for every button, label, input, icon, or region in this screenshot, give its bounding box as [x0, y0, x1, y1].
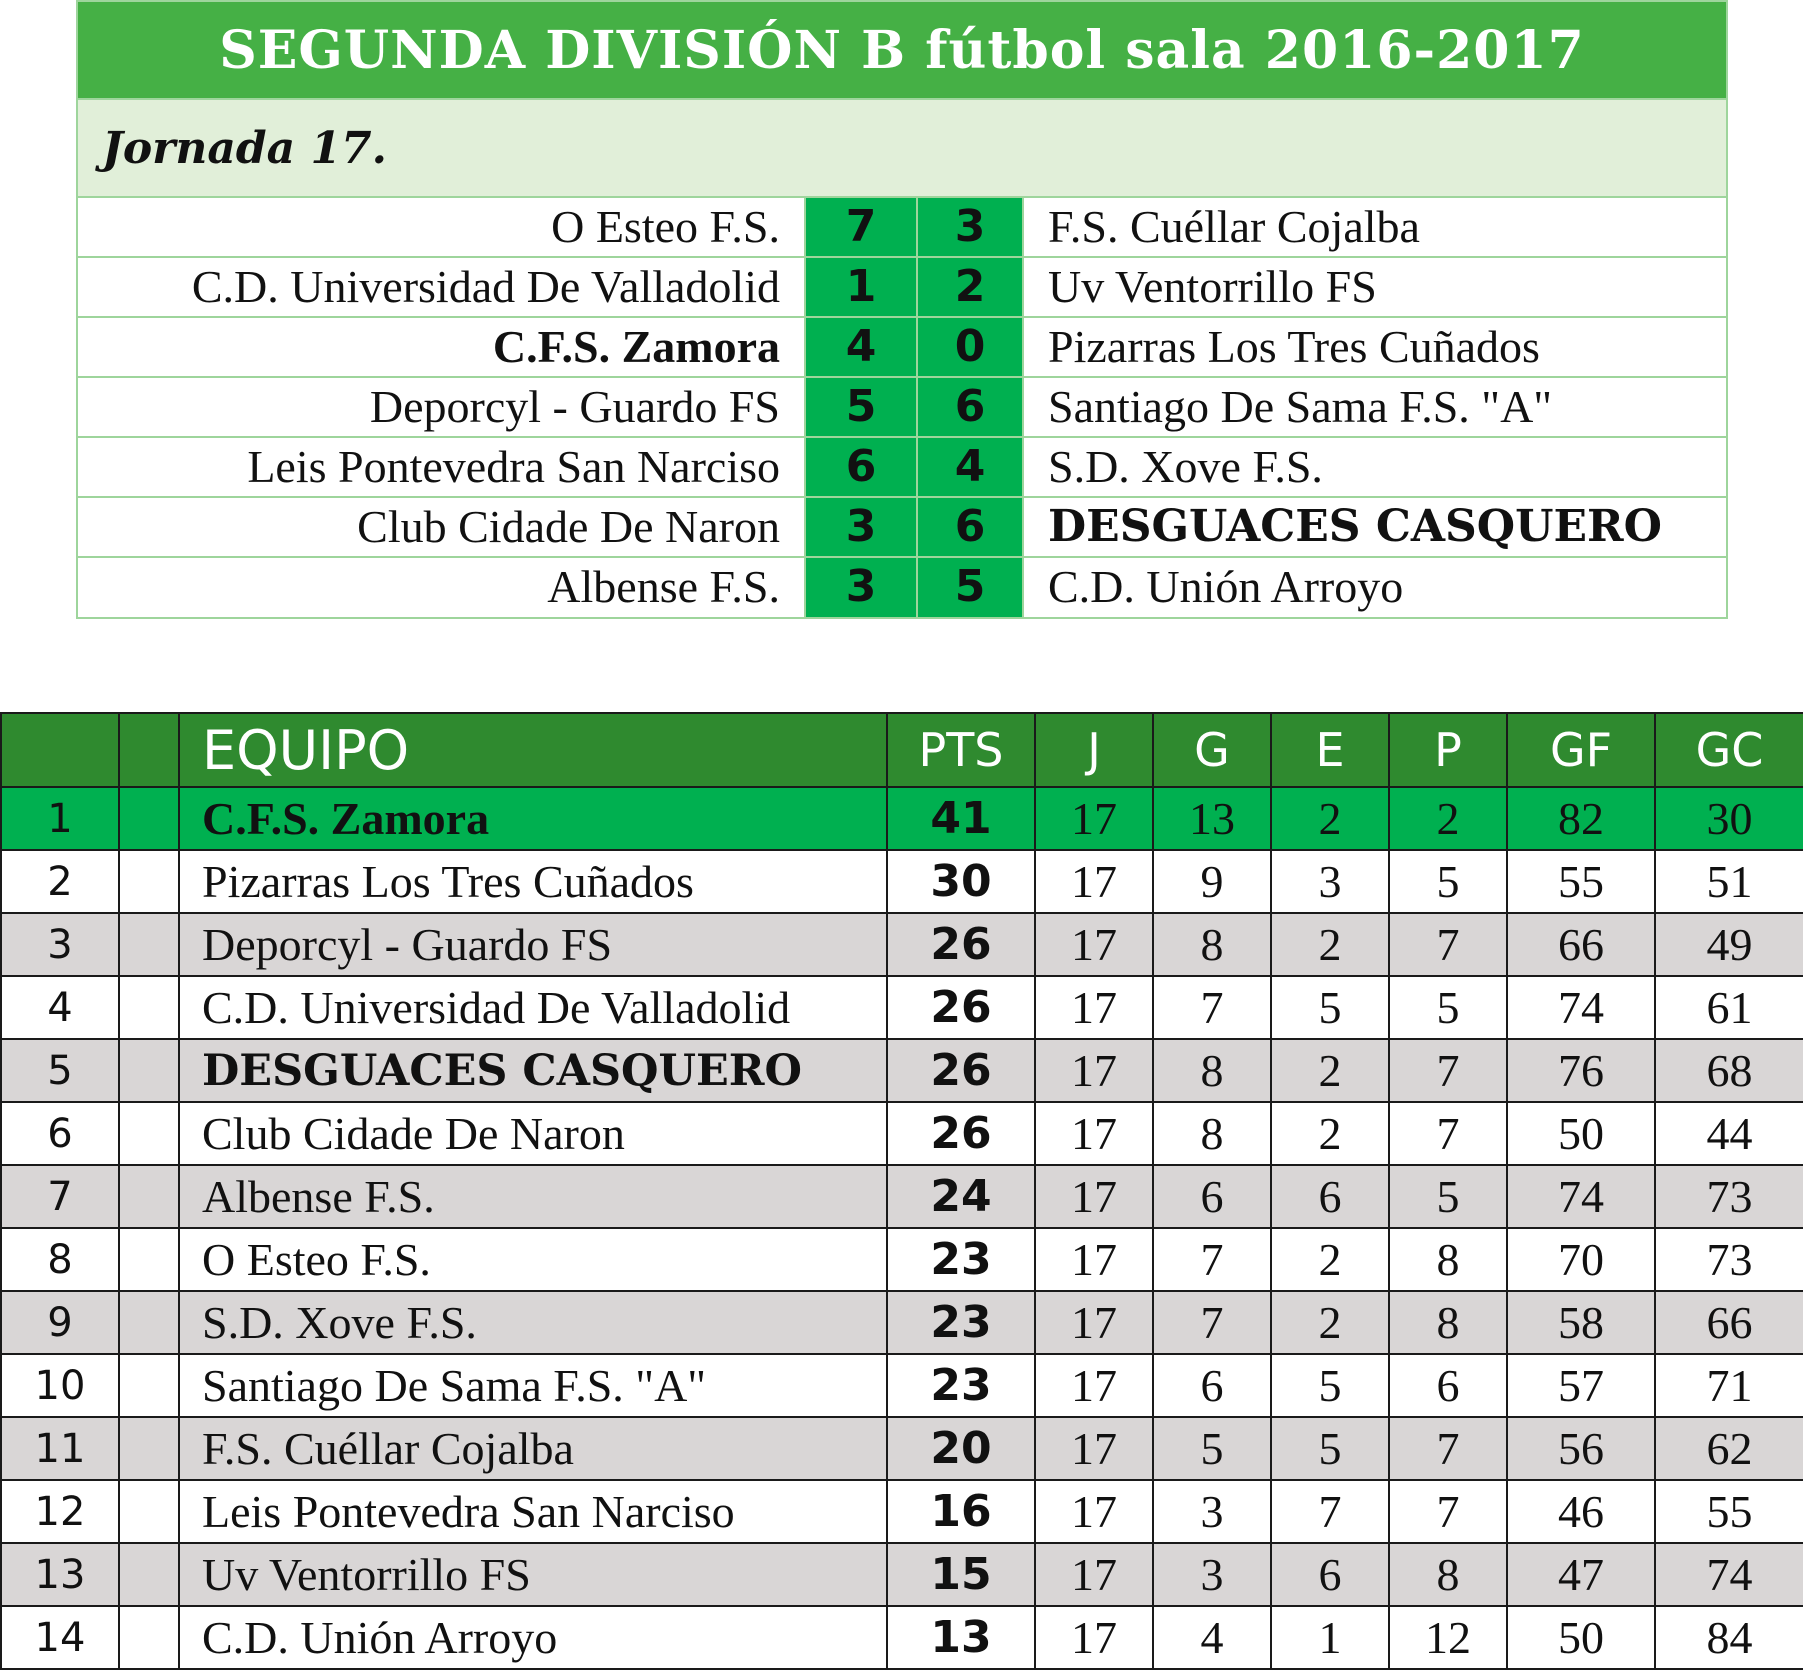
lost: 6	[1389, 1354, 1507, 1417]
header-mark	[119, 713, 179, 787]
goals-for: 76	[1507, 1039, 1655, 1102]
team-name: Pizarras Los Tres Cuñados	[179, 850, 887, 913]
table-row	[1, 1291, 1803, 1354]
position: 3	[1, 913, 119, 976]
home-team: O Esteo F.S.	[551, 201, 780, 252]
team-name: Leis Pontevedra San Narciso	[179, 1480, 887, 1543]
team-name: C.D. Unión Arroyo	[179, 1606, 887, 1669]
points: 26	[887, 1102, 1035, 1165]
lost: 12	[1389, 1606, 1507, 1669]
played: 17	[1035, 1291, 1153, 1354]
away-team: C.D. Unión Arroyo	[1022, 558, 1726, 617]
position: 9	[1, 1291, 119, 1354]
position: 4	[1, 976, 119, 1039]
table-row	[1, 1606, 1803, 1669]
points: 30	[887, 850, 1035, 913]
position: 7	[1, 1165, 119, 1228]
team-name: C.D. Universidad De Valladolid	[179, 976, 887, 1039]
played: 17	[1035, 850, 1153, 913]
drawn: 2	[1271, 787, 1389, 850]
round-label: Jornada 17.	[78, 98, 1726, 198]
won: 3	[1153, 1543, 1271, 1606]
away-team: Uv Ventorrillo FS	[1022, 258, 1726, 316]
team-name: Uv Ventorrillo FS	[179, 1543, 887, 1606]
position: 5	[1, 1039, 119, 1102]
drawn: 2	[1271, 913, 1389, 976]
team-name: Deporcyl - Guardo FS	[179, 913, 887, 976]
row-mark	[119, 1606, 179, 1669]
won: 8	[1153, 1039, 1271, 1102]
home-goals: 3	[804, 558, 916, 617]
points: 20	[887, 1417, 1035, 1480]
goals-for: 56	[1507, 1417, 1655, 1480]
home-goals: 1	[804, 258, 916, 316]
lost: 5	[1389, 1165, 1507, 1228]
played: 17	[1035, 913, 1153, 976]
lost: 7	[1389, 1039, 1507, 1102]
goals-for: 50	[1507, 1102, 1655, 1165]
drawn: 2	[1271, 1291, 1389, 1354]
played: 17	[1035, 1165, 1153, 1228]
won: 3	[1153, 1480, 1271, 1543]
row-mark	[119, 1039, 179, 1102]
drawn: 6	[1271, 1165, 1389, 1228]
match-row	[78, 498, 1726, 558]
table-row	[1, 1480, 1803, 1543]
goals-against: 73	[1655, 1228, 1803, 1291]
position: 8	[1, 1228, 119, 1291]
header-team: EQUIPO	[179, 713, 887, 787]
results-title: SEGUNDA DIVISIÓN B fútbol sala 2016-2017	[78, 2, 1726, 98]
points: 13	[887, 1606, 1035, 1669]
goals-against: 30	[1655, 787, 1803, 850]
match-row	[78, 438, 1726, 498]
table-row	[1, 787, 1803, 850]
played: 17	[1035, 976, 1153, 1039]
row-mark	[119, 1543, 179, 1606]
away-team: F.S. Cuéllar Cojalba	[1022, 198, 1726, 256]
goals-against: 62	[1655, 1417, 1803, 1480]
position: 10	[1, 1354, 119, 1417]
played: 17	[1035, 1543, 1153, 1606]
points: 23	[887, 1354, 1035, 1417]
team-name: C.F.S. Zamora	[179, 787, 887, 850]
won: 7	[1153, 1291, 1271, 1354]
drawn: 5	[1271, 1354, 1389, 1417]
lost: 8	[1389, 1228, 1507, 1291]
home-team: Deporcyl - Guardo FS	[369, 381, 780, 432]
lost: 8	[1389, 1543, 1507, 1606]
drawn: 5	[1271, 1417, 1389, 1480]
table-row	[1, 976, 1803, 1039]
drawn: 2	[1271, 1039, 1389, 1102]
won: 7	[1153, 976, 1271, 1039]
team-name: O Esteo F.S.	[179, 1228, 887, 1291]
standings-header	[1, 713, 1803, 787]
away-team: Pizarras Los Tres Cuñados	[1022, 318, 1726, 376]
position: 12	[1, 1480, 119, 1543]
match-row	[78, 318, 1726, 378]
position: 1	[1, 787, 119, 850]
row-mark	[119, 1417, 179, 1480]
played: 17	[1035, 1417, 1153, 1480]
won: 9	[1153, 850, 1271, 913]
home-team: Leis Pontevedra San Narciso	[247, 441, 780, 492]
away-goals: 3	[916, 198, 1022, 256]
goals-for: 66	[1507, 913, 1655, 976]
goals-for: 58	[1507, 1291, 1655, 1354]
points: 24	[887, 1165, 1035, 1228]
header-drawn: E	[1271, 713, 1389, 787]
header-lost: P	[1389, 713, 1507, 787]
played: 17	[1035, 1102, 1153, 1165]
home-team: C.D. Universidad De Valladolid	[191, 261, 780, 312]
away-team: S.D. Xove F.S.	[1022, 438, 1726, 496]
row-mark	[119, 1480, 179, 1543]
home-goals: 3	[804, 498, 916, 556]
away-goals: 2	[916, 258, 1022, 316]
played: 17	[1035, 1354, 1153, 1417]
points: 26	[887, 913, 1035, 976]
home-goals: 5	[804, 378, 916, 436]
home-team: Club Cidade De Naron	[357, 501, 780, 552]
goals-for: 70	[1507, 1228, 1655, 1291]
won: 6	[1153, 1165, 1271, 1228]
goals-against: 55	[1655, 1480, 1803, 1543]
lost: 7	[1389, 1417, 1507, 1480]
goals-for: 74	[1507, 1165, 1655, 1228]
away-team: DESGUACES CASQUERO	[1022, 498, 1726, 556]
table-row	[1, 1102, 1803, 1165]
won: 8	[1153, 913, 1271, 976]
table-row	[1, 913, 1803, 976]
goals-against: 73	[1655, 1165, 1803, 1228]
away-goals: 0	[916, 318, 1022, 376]
lost: 5	[1389, 976, 1507, 1039]
row-mark	[119, 787, 179, 850]
row-mark	[119, 976, 179, 1039]
won: 6	[1153, 1354, 1271, 1417]
drawn: 6	[1271, 1543, 1389, 1606]
table-row	[1, 1165, 1803, 1228]
lost: 5	[1389, 850, 1507, 913]
team-name: DESGUACES CASQUERO	[179, 1039, 887, 1102]
goals-against: 51	[1655, 850, 1803, 913]
goals-against: 49	[1655, 913, 1803, 976]
played: 17	[1035, 1606, 1153, 1669]
goals-against: 44	[1655, 1102, 1803, 1165]
home-goals: 6	[804, 438, 916, 496]
home-goals: 4	[804, 318, 916, 376]
goals-against: 66	[1655, 1291, 1803, 1354]
lost: 7	[1389, 1102, 1507, 1165]
played: 17	[1035, 787, 1153, 850]
match-row	[78, 378, 1726, 438]
lost: 7	[1389, 1480, 1507, 1543]
position: 13	[1, 1543, 119, 1606]
won: 4	[1153, 1606, 1271, 1669]
points: 26	[887, 976, 1035, 1039]
goals-for: 47	[1507, 1543, 1655, 1606]
points: 26	[887, 1039, 1035, 1102]
position: 14	[1, 1606, 119, 1669]
away-goals: 6	[916, 498, 1022, 556]
played: 17	[1035, 1039, 1153, 1102]
won: 7	[1153, 1228, 1271, 1291]
drawn: 3	[1271, 850, 1389, 913]
standings-table	[0, 712, 1803, 1670]
row-mark	[119, 1291, 179, 1354]
drawn: 2	[1271, 1102, 1389, 1165]
lost: 7	[1389, 913, 1507, 976]
played: 17	[1035, 1480, 1153, 1543]
goals-against: 71	[1655, 1354, 1803, 1417]
goals-against: 68	[1655, 1039, 1803, 1102]
played: 17	[1035, 1228, 1153, 1291]
points: 15	[887, 1543, 1035, 1606]
goals-for: 74	[1507, 976, 1655, 1039]
header-pts: PTS	[887, 713, 1035, 787]
goals-for: 57	[1507, 1354, 1655, 1417]
header-played: J	[1035, 713, 1153, 787]
table-row	[1, 1543, 1803, 1606]
away-goals: 5	[916, 558, 1022, 617]
team-name: Santiago De Sama F.S. "A"	[179, 1354, 887, 1417]
drawn: 5	[1271, 976, 1389, 1039]
match-row	[78, 258, 1726, 318]
points: 41	[887, 787, 1035, 850]
row-mark	[119, 1102, 179, 1165]
results-panel	[76, 0, 1728, 619]
match-row	[78, 198, 1726, 258]
team-name: Club Cidade De Naron	[179, 1102, 887, 1165]
team-name: S.D. Xove F.S.	[179, 1291, 887, 1354]
drawn: 2	[1271, 1228, 1389, 1291]
header-won: G	[1153, 713, 1271, 787]
goals-against: 61	[1655, 976, 1803, 1039]
position: 2	[1, 850, 119, 913]
goals-against: 74	[1655, 1543, 1803, 1606]
table-row	[1, 1228, 1803, 1291]
row-mark	[119, 1228, 179, 1291]
goals-for: 46	[1507, 1480, 1655, 1543]
header-goals-for: GF	[1507, 713, 1655, 787]
header-pos	[1, 713, 119, 787]
away-team: Santiago De Sama F.S. "A"	[1022, 378, 1726, 436]
goals-for: 50	[1507, 1606, 1655, 1669]
row-mark	[119, 913, 179, 976]
match-row	[78, 558, 1726, 617]
won: 13	[1153, 787, 1271, 850]
lost: 2	[1389, 787, 1507, 850]
table-row	[1, 1354, 1803, 1417]
table-row	[1, 850, 1803, 913]
table-row	[1, 1417, 1803, 1480]
home-goals: 7	[804, 198, 916, 256]
team-name: Albense F.S.	[179, 1165, 887, 1228]
drawn: 1	[1271, 1606, 1389, 1669]
won: 5	[1153, 1417, 1271, 1480]
header-goals-against: GC	[1655, 713, 1803, 787]
lost: 8	[1389, 1291, 1507, 1354]
points: 23	[887, 1228, 1035, 1291]
table-row	[1, 1039, 1803, 1102]
drawn: 7	[1271, 1480, 1389, 1543]
row-mark	[119, 1165, 179, 1228]
position: 11	[1, 1417, 119, 1480]
points: 23	[887, 1291, 1035, 1354]
won: 8	[1153, 1102, 1271, 1165]
away-goals: 6	[916, 378, 1022, 436]
points: 16	[887, 1480, 1035, 1543]
away-goals: 4	[916, 438, 1022, 496]
position: 6	[1, 1102, 119, 1165]
goals-for: 55	[1507, 850, 1655, 913]
goals-against: 84	[1655, 1606, 1803, 1669]
home-team: Albense F.S.	[547, 561, 780, 612]
home-team: C.F.S. Zamora	[492, 321, 780, 372]
row-mark	[119, 850, 179, 913]
row-mark	[119, 1354, 179, 1417]
goals-for: 82	[1507, 787, 1655, 850]
team-name: F.S. Cuéllar Cojalba	[179, 1417, 887, 1480]
